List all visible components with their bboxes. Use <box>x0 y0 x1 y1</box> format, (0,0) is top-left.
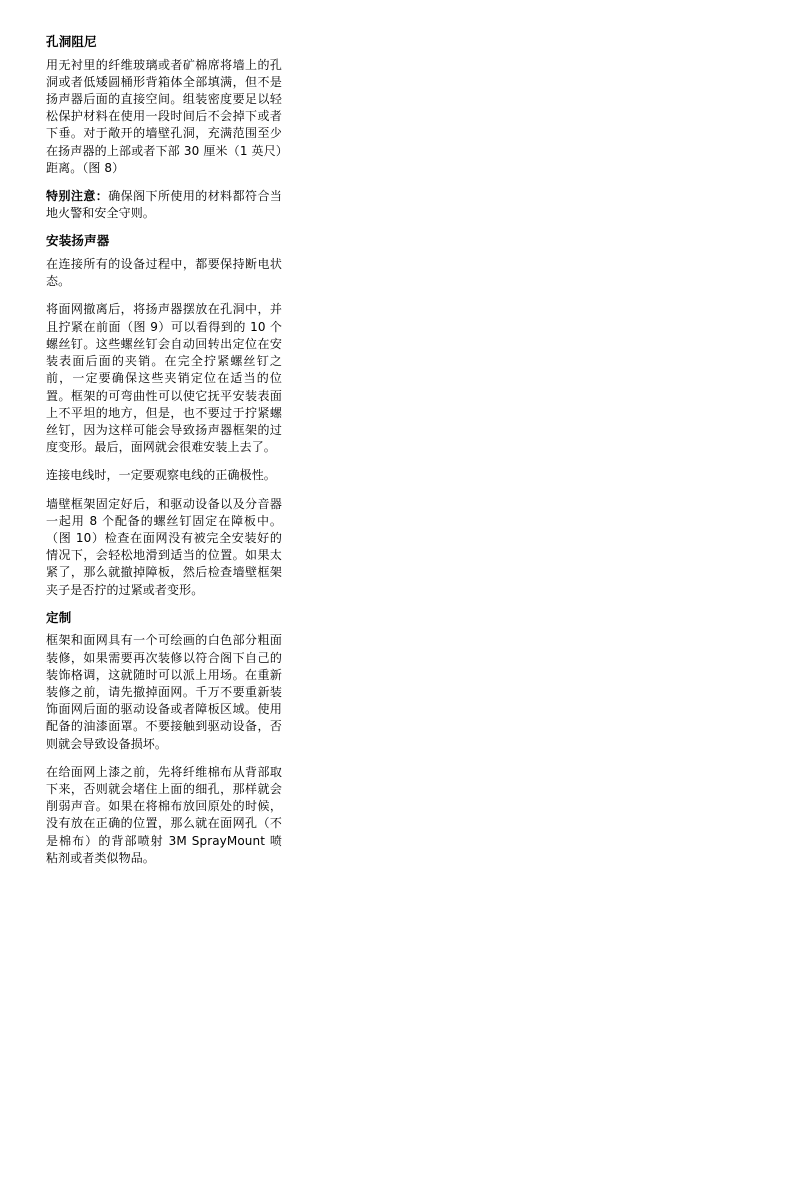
text-column <box>46 34 282 867</box>
paragraph-custom-2: 在给面网上漆之前，先将纤维棉布从背部取下来，否则就会堵住上面的细孔，那样就会削弱声音。如果在将棉布放回原处的时候，没有放在正确的位置，那么就在面网孔（不是棉布）的背部喷射 3M SprayMount 喷粘剂或者类似物品。 <box>46 764 282 865</box>
paragraph-install-2: 将面网撤离后，将扬声器摆放在孔洞中，并且拧紧在前面（图 9）可以看得到的 10 个螺丝钉。这些螺丝钉会自动回转出定位在安装表面后面的夹销。在完全拧紧螺丝钉之前，一定要确保这些夹销定位在适当的位置。框架的可弯曲性可以使它抚平安装表面上不平坦的地方，但是，也不要过于拧紧螺丝钉，因为这样可能会导致扬声器框架的过度变形。最后，面网就会很难安装上去了。 <box>46 302 282 455</box>
note-lead-label: 特别注意： <box>46 189 109 204</box>
section-heading-install-speaker: 安装扬声器 <box>46 233 110 249</box>
paragraph-install-3: 连接电线时，一定要观察电线的正确极性。 <box>46 468 276 483</box>
note-body-text: 确保阁下所使用的材料都符合当地火警和安全守则。 <box>46 189 282 221</box>
paragraph-custom-1: 框架和面网具有一个可绘画的白色部分粗面装修，如果需要再次装修以符合阁下自己的装饰格调，这就随时可以派上用场。在重新装修之前，请先撤掉面网。千万不要重新装饰面网后面的驱动设备或者障板区域。使用配备的油漆面罩。不要接触到驱动设备，否则就会导致设备损坏。 <box>46 633 282 751</box>
paragraph-hole-damping-note <box>46 188 282 222</box>
paragraph-install-1: 在连接所有的设备过程中，都要保持断电状态。 <box>46 257 282 289</box>
section-heading-customization: 定制 <box>46 609 72 625</box>
paragraph-install-4: 墙壁框架固定好后，和驱动设备以及分音器一起用 8 个配备的螺丝钉固定在障板中。（图 10）检查在面网没有被完全安装好的情况下，会轻松地滑到适当的位置。如果太紧了，那么就撤掉障板，然后检查墙壁框架夹子是否拧的过紧或者变形。 <box>46 496 282 597</box>
paragraph-hole-damping-1: 用无衬里的纤维玻璃或者矿棉席将墙上的孔洞或者低矮圆桶形背箱体全部填满，但不是扬声器后面的直接空间。组装密度要足以轻松保护材料在使用一段时间后不会掉下或者下垂。对于敞开的墙壁孔洞，充满范围至少在扬声器的上部或者下部 30 厘米（1 英尺）距离。（图 8） <box>46 57 282 175</box>
section-heading-hole-damping: 孔洞阻尼 <box>46 34 97 49</box>
